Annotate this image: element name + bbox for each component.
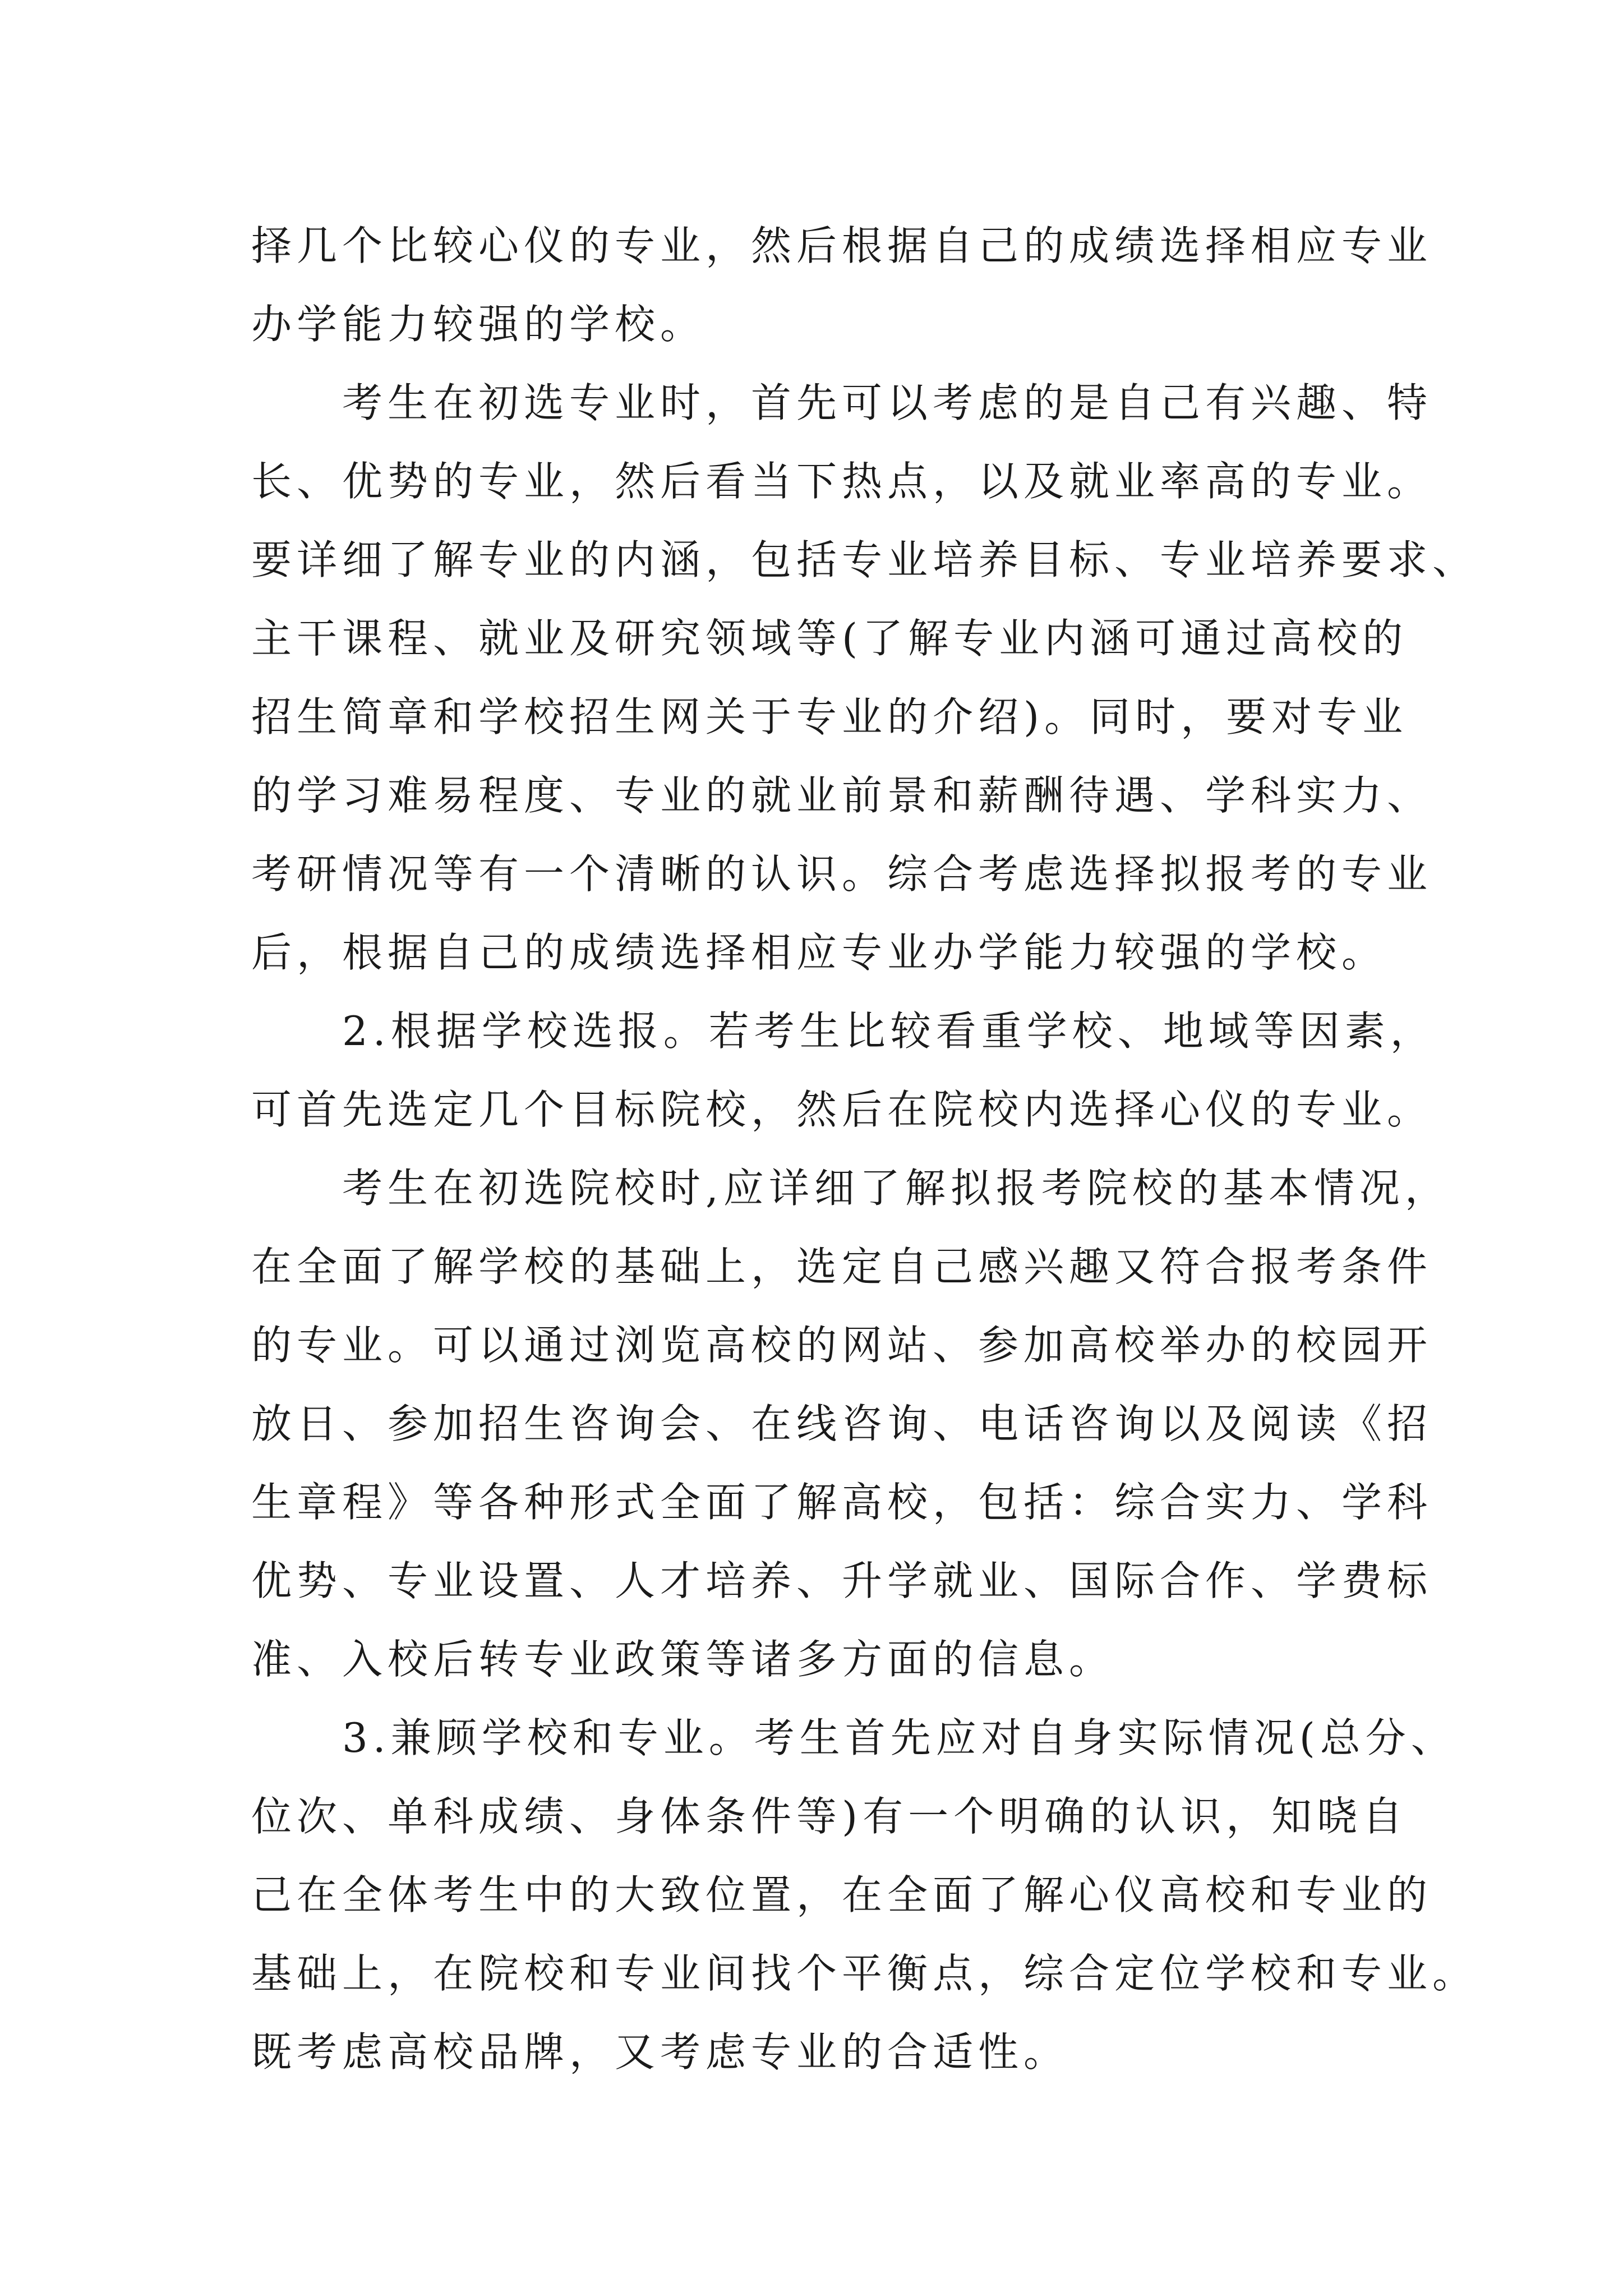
text-line: 2.根据学校选报。若考生比较看重学校、地域等因素， bbox=[342, 1007, 1436, 1055]
text-line: 生章程》等各种形式全面了解高校，包括：综合实力、学科 bbox=[251, 1479, 1433, 1526]
text-line: 可首先选定几个目标院校，然后在院校内选择心仪的专业。 bbox=[251, 1086, 1433, 1133]
paragraph bbox=[251, 206, 1433, 364]
text-line: 择几个比较心仪的专业，然后根据自己的成绩选择相应专业 bbox=[251, 222, 1433, 269]
text-line: 3.兼顾学校和专业。考生首先应对自身实际情况(总分、 bbox=[342, 1714, 1456, 1761]
text-line: 在全面了解学校的基础上，选定自己感兴趣又符合报考条件 bbox=[251, 1243, 1433, 1290]
document-body bbox=[251, 206, 1478, 2091]
text-line: 长、优势的专业，然后看当下热点，以及就业率高的专业。 bbox=[251, 458, 1433, 505]
text-line: 考生在初选院校时,应详细了解拟报考院校的基本情况， bbox=[342, 1165, 1450, 1212]
text-line: 位次、单科成绩、身体条件等)有一个明确的认识，知晓自 bbox=[251, 1793, 1408, 1840]
text-line: 考研情况等有一个清晰的认识。综合考虑选择拟报考的专业 bbox=[251, 850, 1433, 898]
text-line: 要详细了解专业的内涵，包括专业培养目标、专业培养要求、 bbox=[251, 536, 1478, 583]
text-line: 放日、参加招生咨询会、在线咨询、电话咨询以及阅读《招 bbox=[251, 1400, 1433, 1447]
text-line: 基础上，在院校和专业间找个平衡点，综合定位学校和专业。 bbox=[251, 1950, 1478, 1997]
text-line: 考生在初选专业时，首先可以考虑的是自己有兴趣、特 bbox=[342, 379, 1433, 426]
text-line: 办学能力较强的学校。 bbox=[251, 301, 706, 348]
text-line: 优势、专业设置、人才培养、升学就业、国际合作、学费标 bbox=[251, 1557, 1433, 1604]
paragraph bbox=[251, 992, 1436, 1149]
paragraph bbox=[251, 1149, 1450, 1699]
text-line: 主干课程、就业及研究领域等(了解专业内涵可通过高校的 bbox=[251, 615, 1408, 662]
paragraph bbox=[251, 1699, 1478, 2091]
text-line: 准、入校后转专业政策等诸多方面的信息。 bbox=[251, 1636, 1115, 1683]
text-line: 的专业。可以通过浏览高校的网站、参加高校举办的校园开 bbox=[251, 1322, 1433, 1369]
text-line: 既考虑高校品牌，又考虑专业的合适性。 bbox=[251, 2028, 1069, 2076]
text-line: 己在全体考生中的大致位置，在全面了解心仪高校和专业的 bbox=[251, 1871, 1433, 1918]
text-line: 的学习难易程度、专业的就业前景和薪酬待遇、学科实力、 bbox=[251, 772, 1433, 819]
paragraph bbox=[251, 364, 1478, 992]
text-line: 后，根据自己的成绩选择相应专业办学能力较强的学校。 bbox=[251, 929, 1387, 976]
text-line: 招生简章和学校招生网关于专业的介绍)。同时，要对专业 bbox=[251, 693, 1408, 740]
